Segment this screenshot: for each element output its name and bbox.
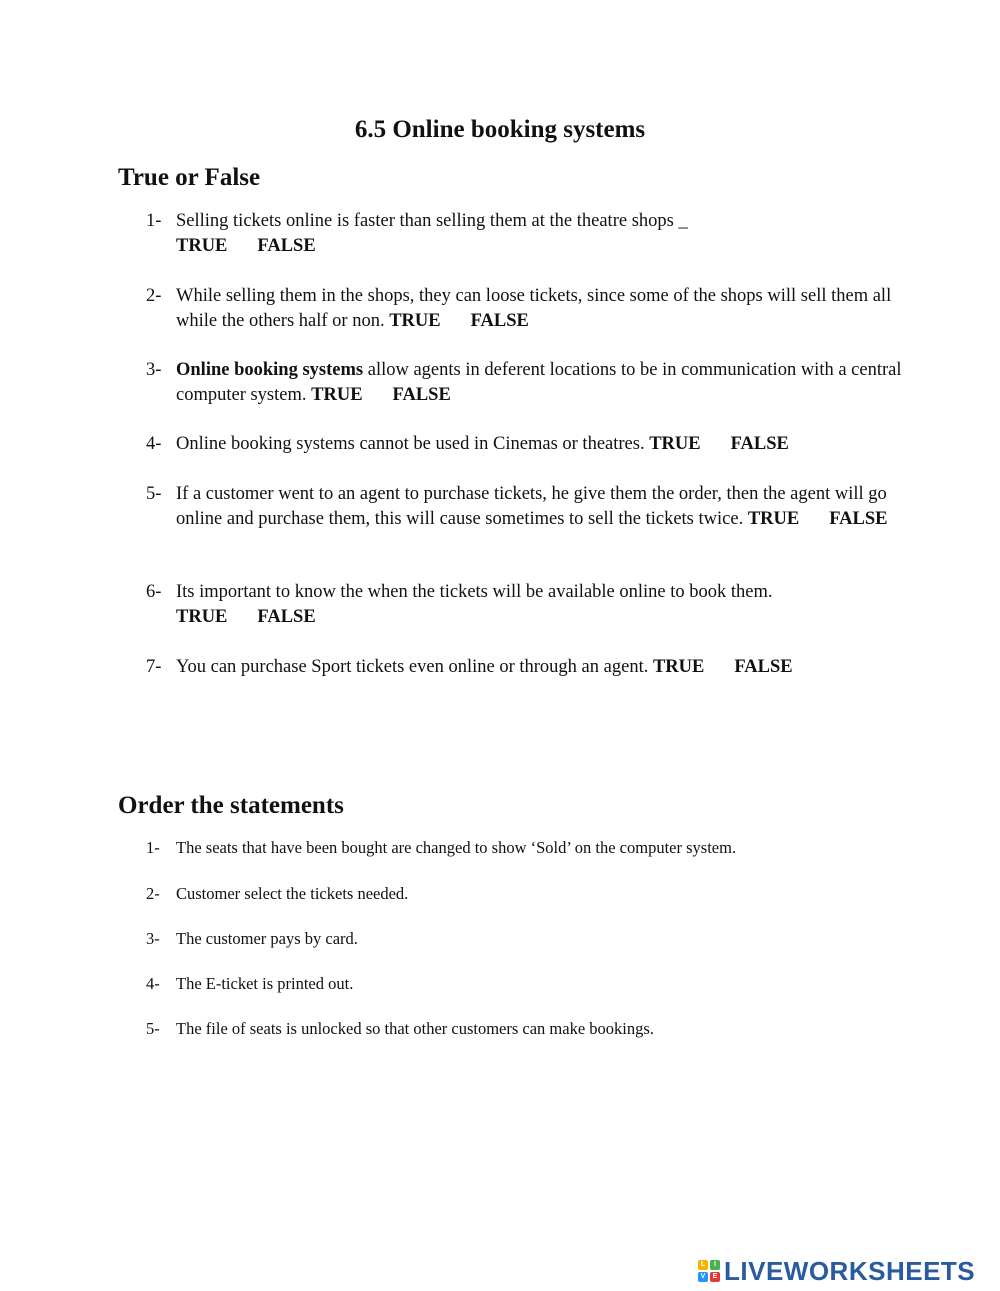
order-number: 1- [146,838,160,857]
order-text: The E-ticket is printed out. [176,974,354,993]
question-text: You can purchase Sport tickets even online or through an agent. [176,657,653,677]
false-option[interactable]: FALSE [734,657,793,677]
false-option[interactable]: FALSE [730,434,789,454]
order-item-4[interactable] [146,973,906,995]
true-option[interactable]: TRUE [389,310,441,331]
question-text: Online booking systems cannot be used in Cinemas or theatres. [176,434,650,454]
true-option[interactable]: TRUE [311,384,363,405]
question-3 [146,358,906,407]
logo-icon [698,1260,720,1282]
false-option[interactable]: FALSE [257,235,316,256]
question-text: allow agents in deferent locations to be in communication with a central computer system. [176,360,902,405]
question-number: 5- [146,484,162,504]
true-option[interactable]: TRUE [747,508,800,529]
page-title: 6.5 Online booking systems [354,116,646,143]
order-number: 2- [146,884,160,903]
order-item-5[interactable] [146,1018,906,1040]
logo-text: LIVEWORKSHEETS [724,1255,976,1286]
question-number: 2- [146,286,162,306]
false-option[interactable]: FALSE [829,508,888,529]
order-item-3[interactable] [146,928,906,950]
order-text: The customer pays by card. [176,929,358,948]
question-5 [146,482,906,531]
question-4 [146,432,906,457]
question-text: While selling them in the shops, they can loose tickets, since some of the shops will sell them all while the others half or non. [176,286,892,331]
true-option[interactable]: TRUE [649,434,701,454]
question-1 [146,209,906,258]
question-bold-text: Online booking systems [176,360,364,380]
section-heading-order: Order the statements [118,792,344,819]
order-number: 4- [146,974,160,993]
order-text: The seats that have been bought are changed to show ‘Sold’ on the computer system. [176,838,737,857]
question-7 [146,655,906,680]
logo-letter: I [710,1260,720,1270]
false-option[interactable]: FALSE [470,310,529,331]
true-option[interactable]: TRUE [176,606,228,627]
order-text: The file of seats is unlocked so that other customers can make bookings. [176,1019,654,1038]
question-number: 3- [146,360,162,380]
logo-letter: E [710,1272,720,1282]
order-item-2[interactable] [146,883,906,905]
order-number: 3- [146,929,160,948]
question-2 [146,284,906,333]
section-heading-true-false: True or False [118,164,261,191]
false-option[interactable]: FALSE [392,384,451,405]
false-option[interactable]: FALSE [257,606,316,627]
question-text: Its important to know the when the tickets will be available online to book them. [176,582,773,602]
question-number: 6- [146,582,162,602]
question-number: 7- [146,657,162,677]
liveworksheets-logo [698,1256,975,1286]
question-6 [146,580,906,629]
logo-letter: L [698,1260,708,1270]
order-text: Customer select the tickets needed. [176,884,409,903]
question-text: Selling tickets online is faster than selling them at the theatre shops _ [176,211,688,231]
question-text: If a customer went to an agent to purchase tickets, he give them the order, then the agent will go online and purchase them, this will cause sometimes to sell the tickets twice. [176,484,887,529]
question-number: 1- [146,211,162,231]
order-item-1[interactable] [146,837,906,859]
true-option[interactable]: TRUE [176,235,228,256]
true-option[interactable]: TRUE [652,657,705,677]
question-number: 4- [146,434,162,454]
logo-letter: V [698,1272,708,1282]
order-number: 5- [146,1019,160,1038]
